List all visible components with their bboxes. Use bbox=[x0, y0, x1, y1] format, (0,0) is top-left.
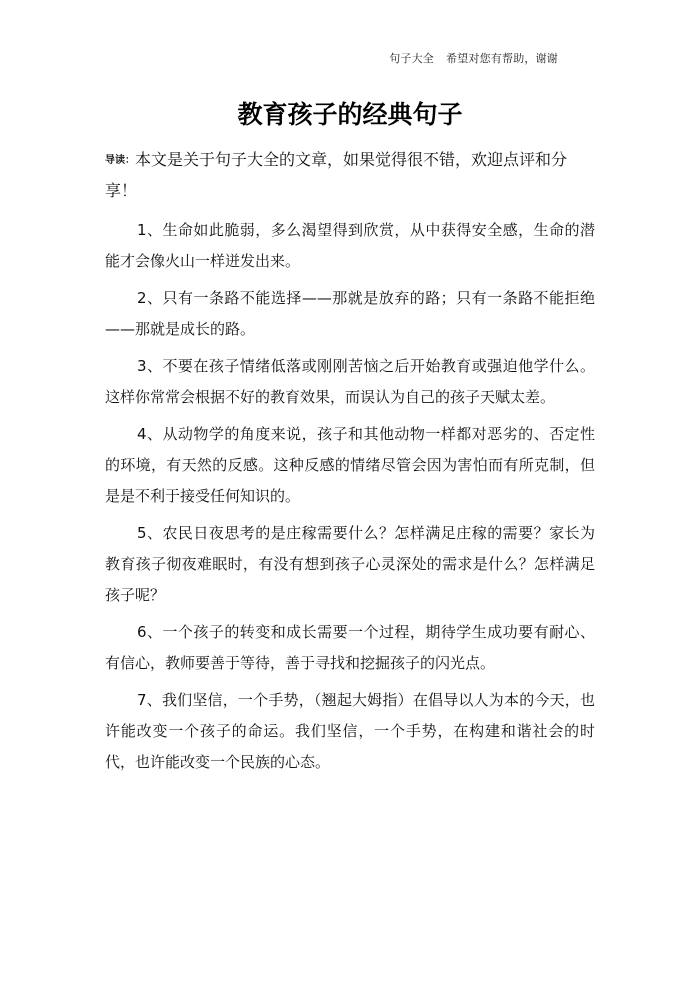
intro-lead-label: 导读： bbox=[105, 155, 135, 166]
paragraph-1: 1、生命如此脆弱，多么渴望得到欣赏，从中获得安全感，生命的潜能才会像火山一样迸发出来。 bbox=[105, 221, 595, 270]
document-intro bbox=[105, 145, 595, 206]
paragraph-5: 5、农民日夜思考的是庄稼需要什么？怎样满足庄稼的需要？家长为教育孩子彻夜难眠时，有没有想到孩子心灵深处的需求是什么？怎样满足孩子呢？ bbox=[105, 524, 595, 604]
paragraph-4: 4、从动物学的角度来说，孩子和其他动物一样都对恶劣的、否定性的环境，有天然的反感。这种反感的情绪尽管会因为害怕而有所克制，但是是不利于接受任何知识的。 bbox=[105, 425, 595, 505]
paragraph-2: 2、只有一条路不能选择——那就是放弃的路；只有一条路不能拒绝——那就是成长的路。 bbox=[105, 289, 595, 338]
document-title: 教育孩子的经典句子 bbox=[237, 100, 463, 129]
paragraph-3: 3、不要在孩子情绪低落或刚刚苦恼之后开始教育或强迫他学什么。这样你常常会根据不好的教育效果，而误认为自己的孩子天赋太差。 bbox=[105, 357, 595, 406]
paragraph-7: 7、我们坚信，一个手势，（翘起大姆指）在倡导以人为本的今天，也许能改变一个孩子的命运。我们坚信，一个手势，在构建和谐社会的时代，也许能改变一个民族的心态。 bbox=[105, 691, 595, 771]
page-header-note bbox=[389, 52, 558, 66]
intro-text: 本文是关于句子大全的文章，如果觉得很不错，欢迎点评和分享！ bbox=[105, 150, 568, 200]
paragraph-6: 6、一个孩子的转变和成长需要一个过程，期待学生成功要有耐心、有信心，教师要善于等待，善于寻找和挖掘孩子的闪光点。 bbox=[105, 623, 595, 672]
header-note-text: 希望对您有帮助，谢谢 bbox=[446, 52, 558, 65]
document-body bbox=[105, 215, 595, 784]
header-site-name: 句子大全 bbox=[389, 52, 434, 65]
